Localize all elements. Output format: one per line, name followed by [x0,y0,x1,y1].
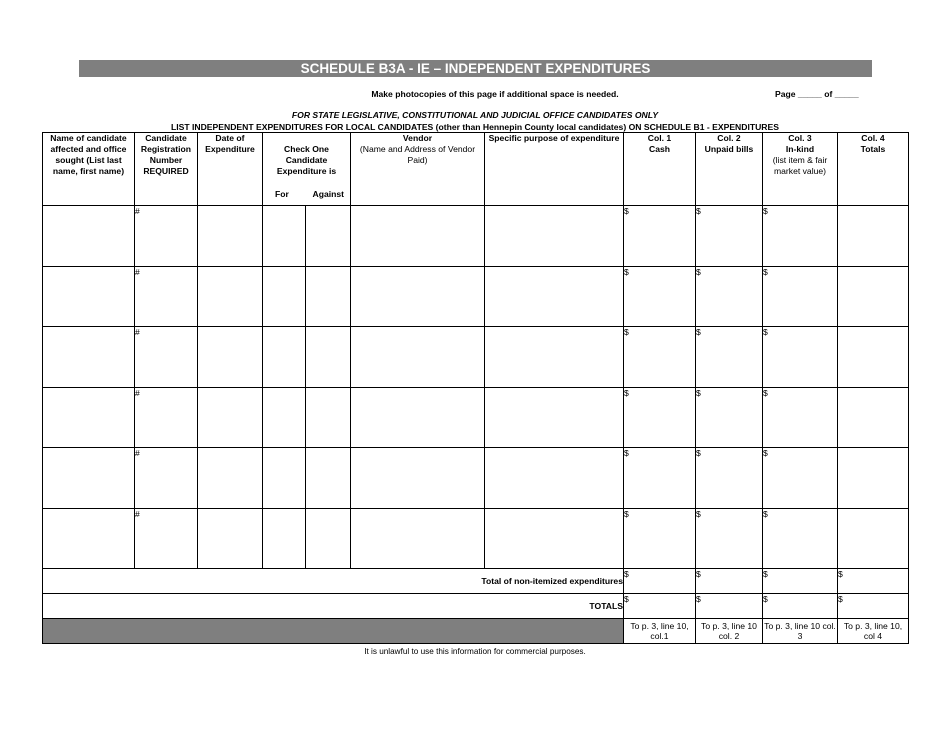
purpose-cell[interactable] [485,206,624,267]
header-col2 [696,133,763,206]
col3-inkind-cell[interactable]: $ [763,206,838,267]
col4-total-cell[interactable] [838,266,909,327]
local-candidates-subtitle: LIST INDEPENDENT EXPENDITURES FOR LOCAL CANDIDATES (other than Hennepin County local candidates) ON SCHEDULE B1 - EXPENDITURES [171,122,779,132]
candidate-name-cell[interactable] [43,206,135,267]
purpose-cell[interactable] [485,508,624,569]
transfer-col4: To p. 3, line 10, col 4 [838,619,909,644]
table-row [43,448,909,509]
col1-cash-cell[interactable]: $ [624,327,696,388]
vendor-cell[interactable] [351,206,485,267]
header-vendor-title: Vendor [402,133,433,143]
header-col4 [838,133,909,206]
date-cell[interactable] [198,327,263,388]
col4-total-cell[interactable] [838,387,909,448]
non-itemized-row [43,569,909,594]
state-candidates-subtitle: FOR STATE LEGISLATIVE, CONSTITUTIONAL AND JUDICIAL OFFICE CANDIDATES ONLY [291,110,659,120]
non-itemized-col4[interactable]: $ [838,569,909,594]
col4-total-cell[interactable] [838,508,909,569]
header-col3-title: Col. 3 [788,133,812,143]
header-vendor [351,133,485,206]
vendor-cell[interactable] [351,508,485,569]
header-col1 [624,133,696,206]
header-check-title: Check One Candidate Expenditure is [276,144,337,176]
header-col3 [763,133,838,206]
table-row [43,387,909,448]
col1-cash-cell[interactable]: $ [624,387,696,448]
purpose-cell[interactable] [485,387,624,448]
commercial-use-notice: It is unlawful to use this information for commercial purposes. [364,647,586,656]
registration-cell[interactable]: # [135,448,198,509]
col3-inkind-cell[interactable]: $ [763,448,838,509]
header-col2-sub: Unpaid bills [704,144,754,154]
check-against-cell[interactable] [306,327,351,388]
totals-col4[interactable]: $ [838,594,909,619]
check-for-cell[interactable] [263,508,306,569]
header-col1-title: Col. 1 [647,133,672,143]
header-row [43,133,909,206]
transfer-row [43,619,909,644]
check-for-cell[interactable] [263,206,306,267]
header-col2-title: Col. 2 [717,133,741,143]
col1-cash-cell[interactable]: $ [624,206,696,267]
col3-inkind-cell[interactable]: $ [763,327,838,388]
check-against-cell[interactable] [306,508,351,569]
candidate-name-cell[interactable] [43,448,135,509]
table-row [43,206,909,267]
col2-unpaid-cell[interactable]: $ [696,266,763,327]
header-vendor-sub: (Name and Address of Vendor Paid) [359,144,476,165]
check-for-cell[interactable] [263,448,306,509]
header-col4-sub: Totals [860,144,886,154]
expenditures-table [42,132,909,644]
header-candidate-name: Name of candidate affected and office sought (List last name, first name) [43,133,135,206]
table-row [43,266,909,327]
transfer-col1: To p. 3, line 10, col.1 [624,619,696,644]
candidate-name-cell[interactable] [43,508,135,569]
purpose-cell[interactable] [485,266,624,327]
transfer-col3: To p. 3, line 10 col. 3 [763,619,838,644]
registration-cell[interactable]: # [135,206,198,267]
candidate-name-cell[interactable] [43,266,135,327]
header-registration-required: REQUIRED [143,166,189,176]
page-number-label: Page _____ of _____ [775,89,859,99]
date-cell[interactable] [198,206,263,267]
check-for-cell[interactable] [263,266,306,327]
col4-total-cell[interactable] [838,327,909,388]
header-registration-title: Candidate Registration Number [140,133,192,165]
totals-col1[interactable]: $ [624,594,696,619]
non-itemized-col2[interactable]: $ [696,569,763,594]
totals-row [43,594,909,619]
col1-cash-cell[interactable]: $ [624,448,696,509]
header-check-for: For [275,189,289,199]
table-row [43,508,909,569]
registration-cell[interactable]: # [135,327,198,388]
non-itemized-col3[interactable]: $ [763,569,838,594]
candidate-name-cell[interactable] [43,327,135,388]
col2-unpaid-cell[interactable]: $ [696,387,763,448]
vendor-cell[interactable] [351,266,485,327]
header-registration [135,133,198,206]
col3-inkind-cell[interactable]: $ [763,266,838,327]
check-against-cell[interactable] [306,448,351,509]
header-col4-title: Col. 4 [861,133,885,143]
header-date: Date of Expenditure [198,133,263,206]
date-cell[interactable] [198,266,263,327]
purpose-cell[interactable] [485,448,624,509]
header-purpose: Specific purpose of expenditure [485,133,624,206]
header-check-one [263,133,351,206]
date-cell[interactable] [198,448,263,509]
col2-unpaid-cell[interactable]: $ [696,206,763,267]
col1-cash-cell[interactable]: $ [624,266,696,327]
header-col3-inkind: In-kind [785,144,815,154]
col3-inkind-cell[interactable]: $ [763,387,838,448]
photocopy-note: Make photocopies of this page if additional space is needed. [371,89,619,99]
col2-unpaid-cell[interactable]: $ [696,508,763,569]
candidate-name-cell[interactable] [43,387,135,448]
totals-label: TOTALS [43,594,624,619]
check-against-cell[interactable] [306,206,351,267]
col3-inkind-cell[interactable]: $ [763,508,838,569]
col2-unpaid-cell[interactable]: $ [696,448,763,509]
check-against-cell[interactable] [306,387,351,448]
header-col1-sub: Cash [648,144,670,154]
col1-cash-cell[interactable]: $ [624,508,696,569]
gray-filler [43,619,624,644]
transfer-col2: To p. 3, line 10 col. 2 [696,619,763,644]
header-check-against: Against [312,189,344,199]
col2-unpaid-cell[interactable]: $ [696,327,763,388]
vendor-cell[interactable] [351,448,485,509]
header-col3-sub: (list item & fair market value) [772,155,828,176]
totals-col3[interactable]: $ [763,594,838,619]
registration-cell[interactable]: # [135,266,198,327]
check-for-cell[interactable] [263,387,306,448]
vendor-cell[interactable] [351,387,485,448]
non-itemized-label: Total of non-itemized expenditures [43,569,624,594]
purpose-cell[interactable] [485,327,624,388]
non-itemized-col1[interactable]: $ [624,569,696,594]
table-row [43,327,909,388]
date-cell[interactable] [198,508,263,569]
col4-total-cell[interactable] [838,206,909,267]
date-cell[interactable] [198,387,263,448]
check-for-cell[interactable] [263,327,306,388]
totals-col2[interactable]: $ [696,594,763,619]
col4-total-cell[interactable] [838,448,909,509]
registration-cell[interactable]: # [135,508,198,569]
registration-cell[interactable]: # [135,387,198,448]
vendor-cell[interactable] [351,327,485,388]
schedule-title: SCHEDULE B3A - IE – INDEPENDENT EXPENDITURES [79,60,872,77]
check-against-cell[interactable] [306,266,351,327]
